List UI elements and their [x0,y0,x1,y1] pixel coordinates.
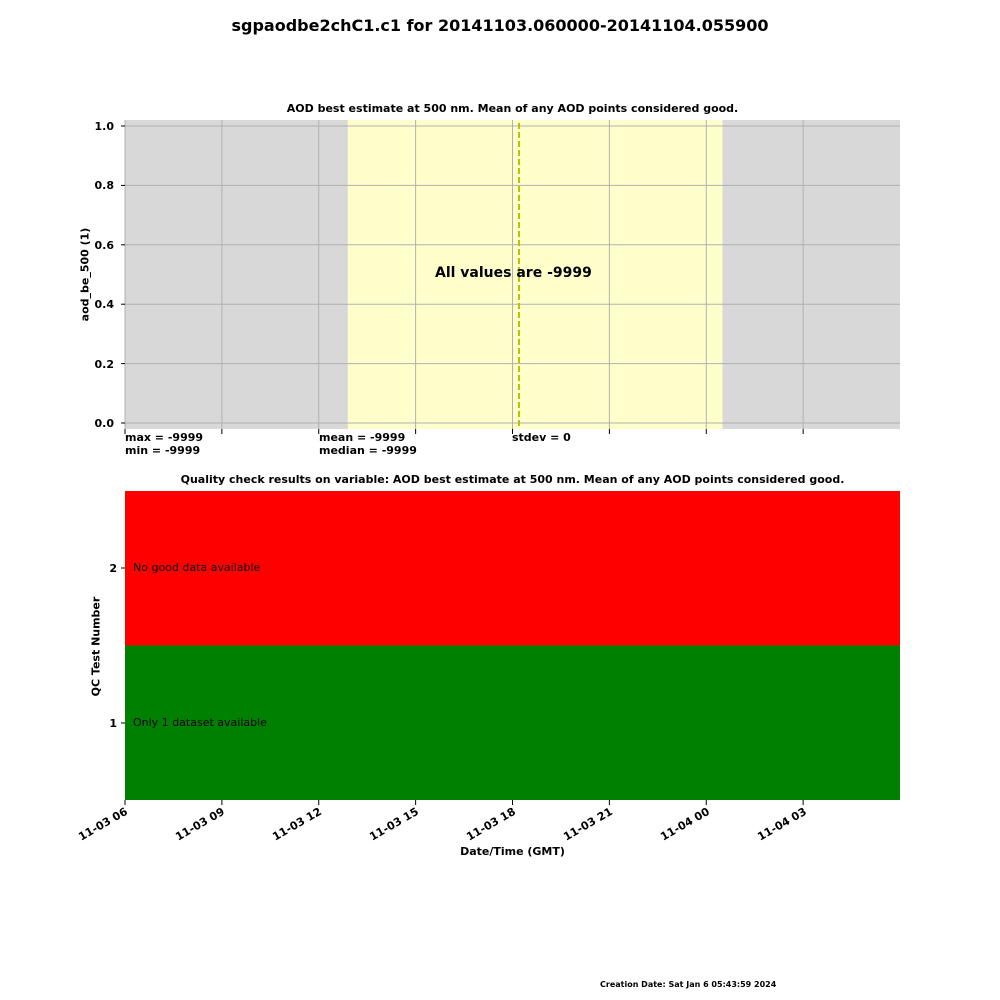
qc-chart-title: Quality check results on variable: AOD best estimate at 500 nm. Mean of any AOD points considered good. [180,473,845,486]
no-data-annotation: All values are -9999 [435,265,592,281]
aod-ytick: 0.8 [94,179,114,192]
qc-xtick: 11-03 21 [560,805,615,844]
qc-test-2-label: No good data available [133,561,261,574]
qc-xlabel: Date/Time (GMT) [460,845,565,858]
qc-xtick: 11-03 09 [172,805,227,844]
qc-ylabel: QC Test Number [89,596,103,697]
qc-test-1-label: Only 1 dataset available [133,716,267,729]
page-title: sgpaodbe2chC1.c1 for 20141103.060000-20141104.055900 [231,16,769,35]
stat-min: min = -9999 [125,444,201,457]
qc-xtick: 11-03 12 [269,805,324,844]
aod-ylabel: aod_be_500 (1) [78,227,92,322]
stat-max: max = -9999 [125,431,204,444]
stat-median: median = -9999 [319,444,417,457]
qc-xtick: 11-03 18 [463,805,518,844]
aod-chart-title: AOD best estimate at 500 nm. Mean of any AOD points considered good. [286,102,739,115]
stat-mean: mean = -9999 [319,431,406,444]
aod-ytick: 0.2 [94,358,114,371]
qc-xtick: 11-04 00 [657,805,712,844]
stat-stdev: stdev = 0 [512,431,571,444]
qc-xtick: 11-03 06 [75,805,130,844]
aod-ytick: 0.0 [94,417,114,430]
creation-date: Creation Date: Sat Jan 6 05:43:59 2024 [600,980,777,989]
qc-xtick: 11-04 03 [754,805,809,844]
aod-ytick: 0.6 [94,239,114,252]
qc-ytick: 1 [109,717,117,730]
aod-ytick: 1.0 [94,120,114,133]
aod-ytick: 0.4 [94,298,114,311]
qc-ytick: 2 [109,562,117,575]
qc-xtick: 11-03 15 [366,805,421,844]
